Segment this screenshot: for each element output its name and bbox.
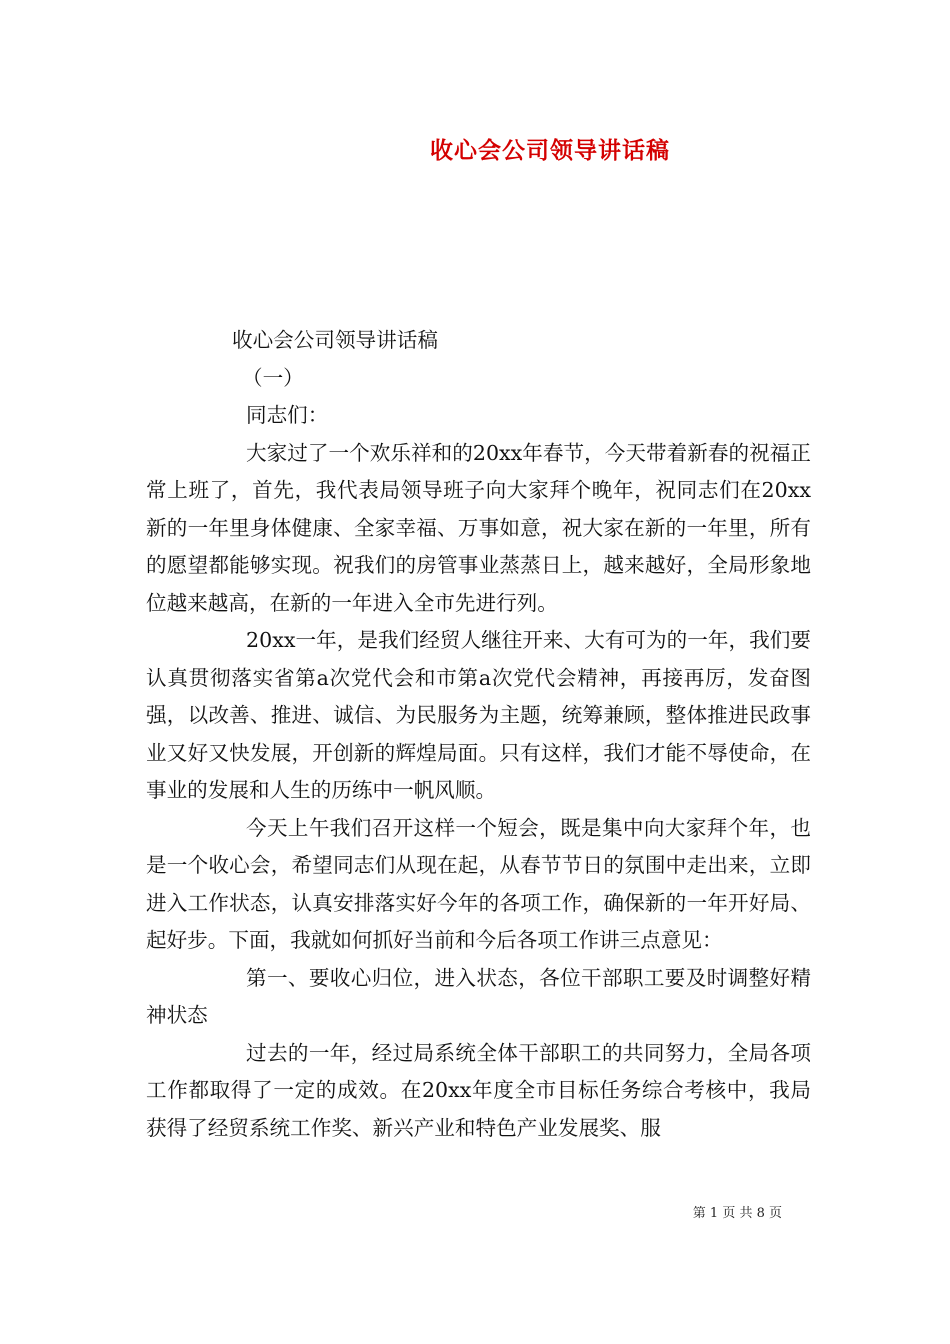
page-footer: 第 1 页 共 8 页 <box>692 1206 782 1221</box>
paragraph-5: 过去的一年，经过局系统全体干部职工的共同努力，全局各项工作都取得了一定的成效。在20xx年度全市目标任务综合考核中，我局获得了经贸系统工作奖、新兴产业和特色产业发展奖、服 <box>146 1040 811 1140</box>
salutation: 同志们： <box>246 403 329 427</box>
paragraph-3: 今天上午我们召开这样一个短会，既是集中向大家拜个年，也是一个收心会，希望同志们从现在起，从春节节日的氛围中走出来，立即进入工作状态，认真安排落实好今年的各项工作，确保新的一年开好局、起好步。下面，我就如何抓好当前和今后各项工作讲三点意见： <box>146 815 811 952</box>
document-subtitle: 收心会公司领导讲话稿 <box>232 328 438 352</box>
section-number: （一） <box>242 365 304 390</box>
paragraph-2: 20xx一年，是我们经贸人继往开来、大有可为的一年，我们要认真贯彻落实省第a次党代会和市第a次党代会精神，再接再厉，发奋图强，以改善、推进、诚信、为民服务为主题，统筹兼顾，整体推进民政事业又好又快发展，开创新的辉煌局面。只有这样，我们才能不辱使命，在事业的发展和人生的历练中一帆风顺。 <box>146 628 811 802</box>
document-title: 收心会公司领导讲话稿 <box>430 137 670 164</box>
paragraph-1: 大家过了一个欢乐祥和的20xx年春节，今天带着新春的祝福正常上班了，首先，我代表局领导班子向大家拜个晚年，祝同志们在20xx新的一年里身体健康、全家幸福、万事如意，祝大家在新的一年里，所有的愿望都能够实现。祝我们的房管事业蒸蒸日上，越来越好，全局形象地位越来越高，在新的一年进入全市先进行列。 <box>146 440 811 615</box>
document-body <box>146 322 811 1147</box>
paragraph-4-heading: 第一、要收心归位，进入状态，各位干部职工要及时调整好精神状态 <box>146 965 811 1027</box>
